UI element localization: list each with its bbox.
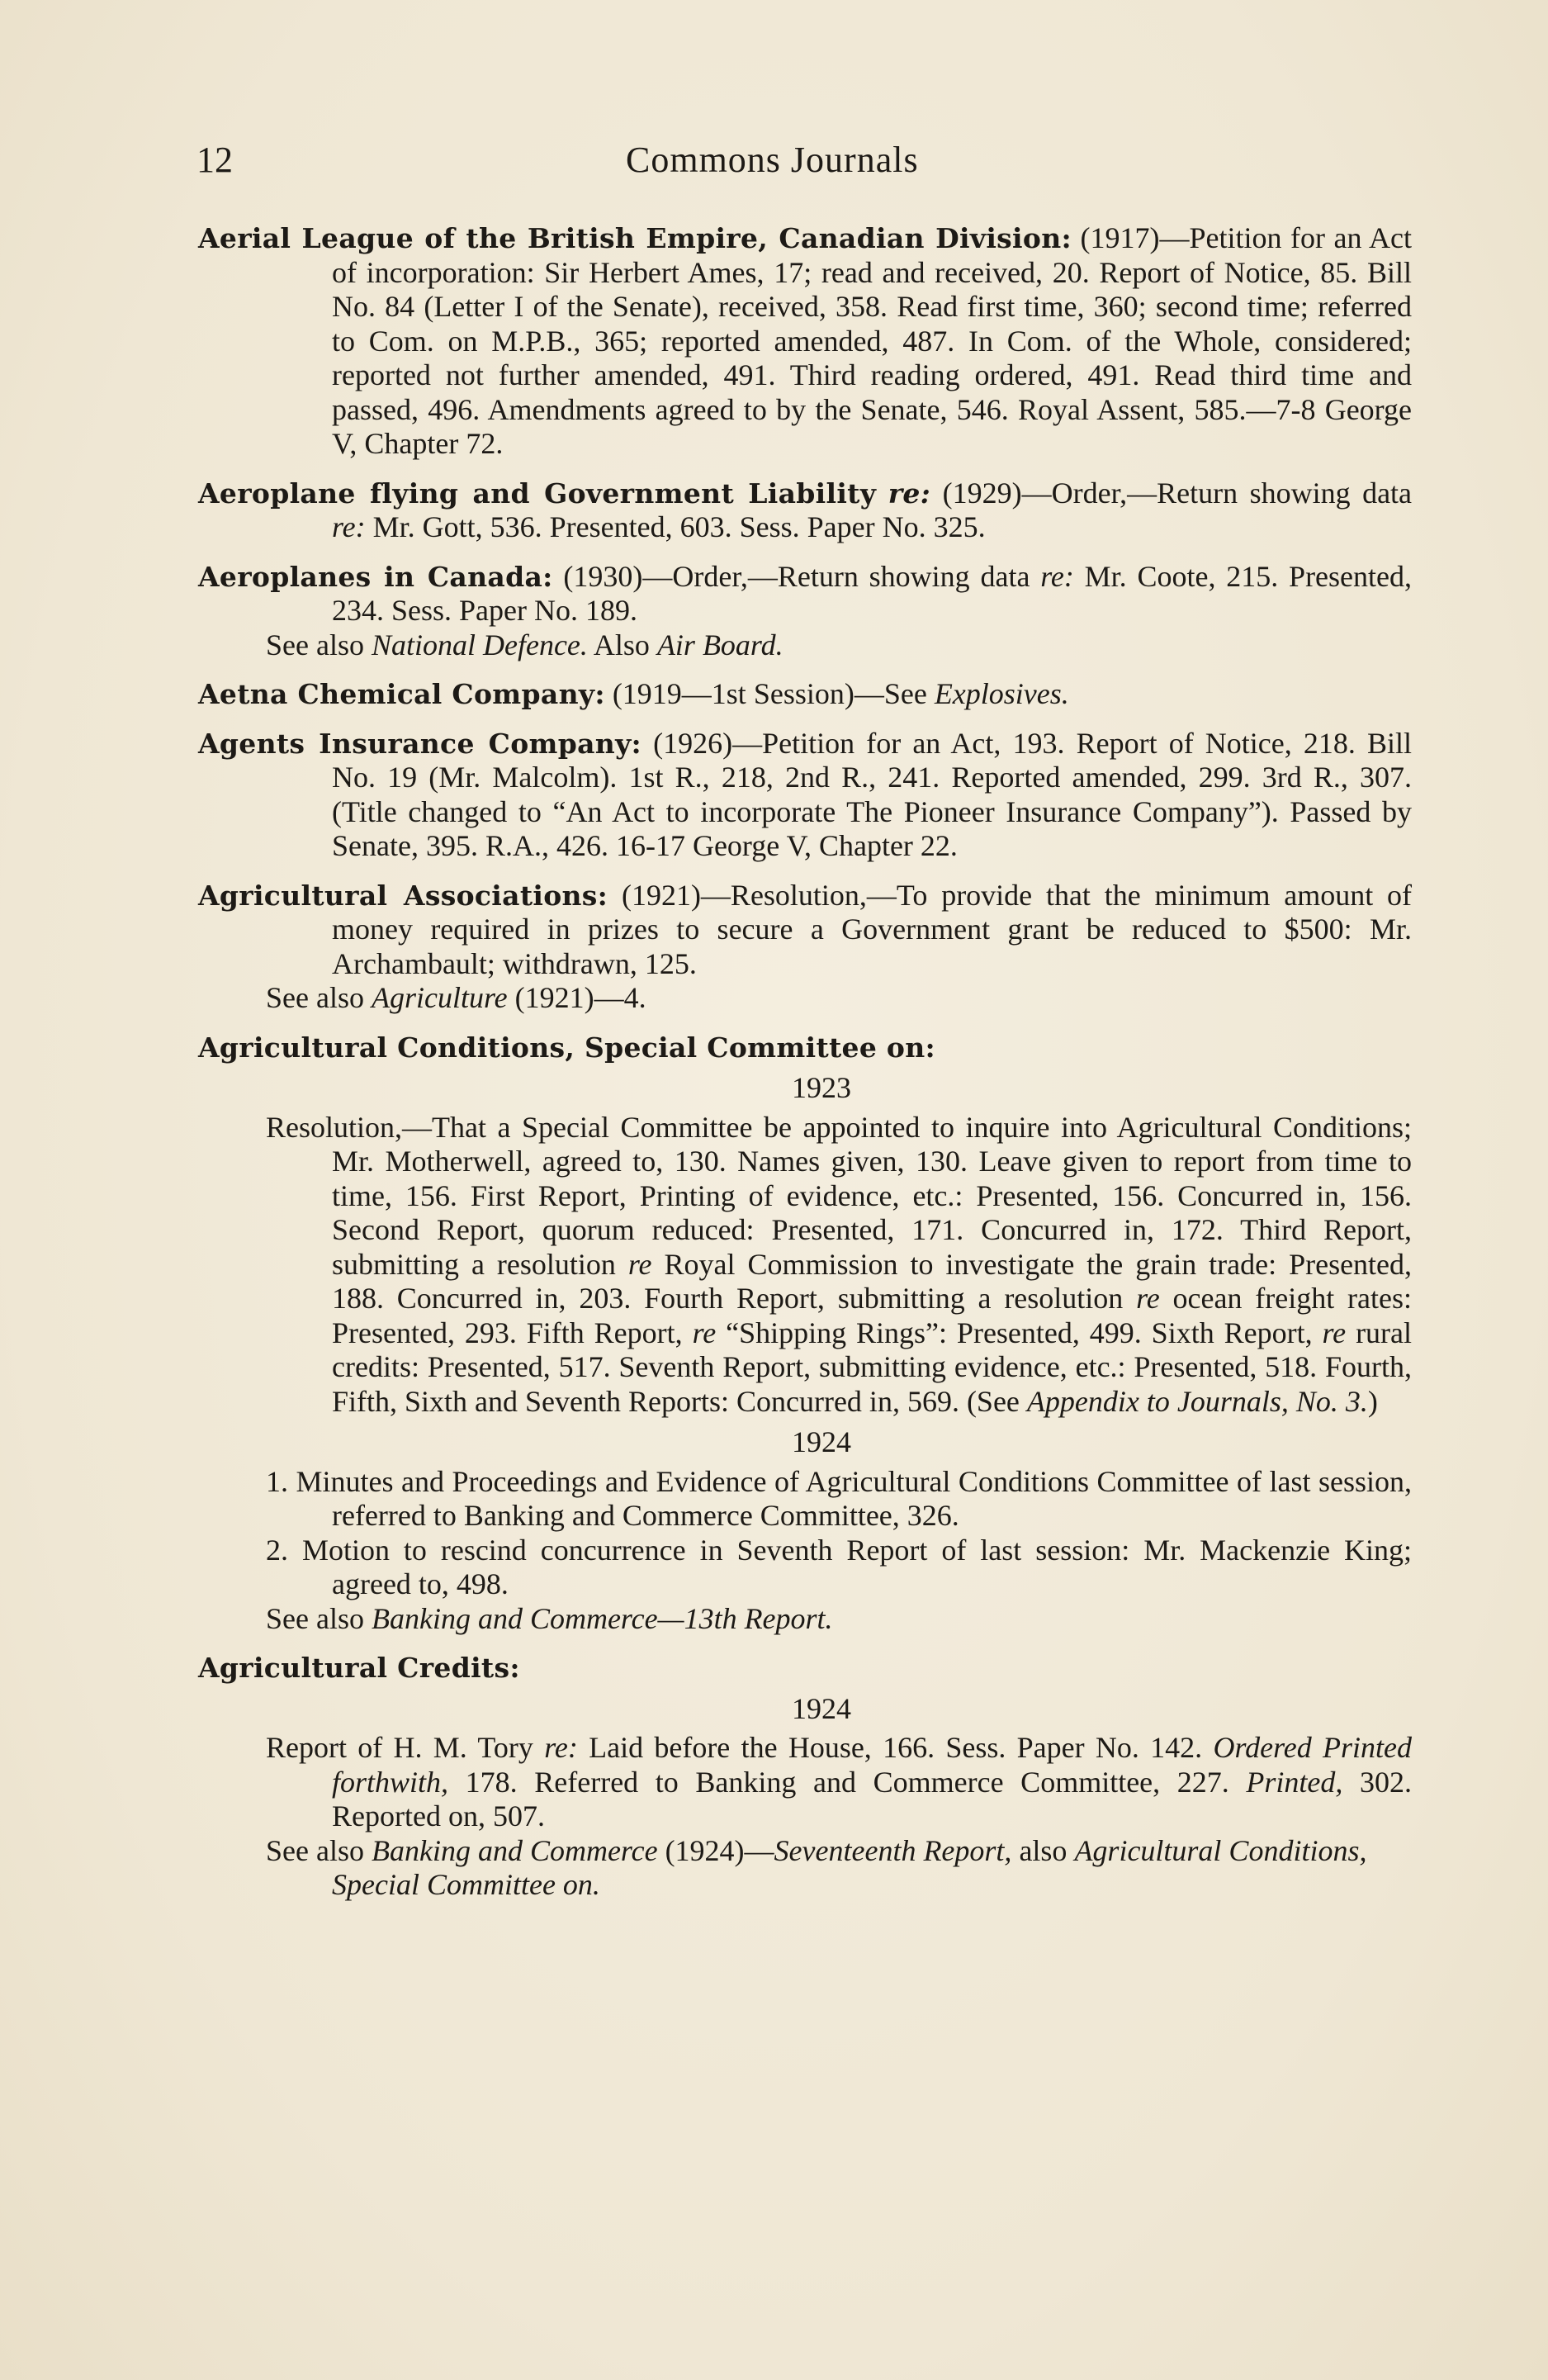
entry-heading: Agents Insurance Company: bbox=[198, 727, 642, 760]
entry-body: (1917)—Petition for an Act of incorporation: Sir Herbert Ames, 17; read and received, 20. Report of Notice, 85. Bill No. 84 (Letter I of the Senate), received, 358. Read first time, 360; second time; referred to Com. on M.P.B., 365; reported amended, 487. In Com. of the Whole, considered; reported not further amended, 491. Third reading ordered, 491. Read third time and passed, 496. Amendments agreed to by the Senate, 546. Royal Assent, 585.—7-8 George V, Chapter 72. bbox=[332, 221, 1413, 460]
see-also-line bbox=[198, 1602, 1412, 1637]
entry-heading-line bbox=[198, 1031, 1412, 1065]
see-also-label: See also bbox=[266, 1833, 364, 1867]
see-also-connector: also bbox=[1019, 1833, 1068, 1867]
entry-aetna-chemical bbox=[198, 677, 1412, 712]
see-also-label: See also bbox=[266, 1601, 364, 1635]
entry-body: ocean freight rates: Presented, 293. Fifth Report, bbox=[332, 1282, 1412, 1349]
see-also-label: See also bbox=[266, 981, 364, 1014]
year-subheading: 1924 bbox=[792, 1425, 851, 1458]
see-also-label: See also bbox=[266, 628, 364, 661]
cross-reference: Agriculture bbox=[371, 981, 508, 1014]
cross-reference: Banking and Commerce bbox=[371, 1833, 658, 1867]
re-italic: re: bbox=[1040, 559, 1074, 593]
cross-reference: Banking and Commerce—13th Report. bbox=[371, 1601, 833, 1635]
entry-text bbox=[198, 727, 1412, 864]
cross-reference: Explosives. bbox=[934, 677, 1069, 710]
numbered-item: 2. Motion to rescind concurrence in Seventh Report of last session: Mr. Mackenzie King; agreed to, 498. bbox=[266, 1533, 1412, 1600]
running-title: Commons Journals bbox=[626, 140, 919, 180]
see-also-connector: Also bbox=[593, 628, 650, 661]
re-italic: re: bbox=[332, 510, 366, 543]
entry-body: Resolution,—That a Special Committee be appointed to inquire into Agricultural Conditions; Mr. Motherwell, agreed to, 130. Names given, 130. Leave given to report from time to time, 156. First Report, Printing of evidence, etc.: Presented, 156. Concurred in, 156. Second Report, quorum reduced: Presented, 171. Concurred in, 172. Third Report, submitting a resolution bbox=[266, 1110, 1412, 1281]
cross-reference: Appendix to Journals, No. 3. bbox=[1026, 1384, 1368, 1418]
page-number: 12 bbox=[196, 140, 233, 180]
entry-body: 302. Reported on, 507. bbox=[332, 1765, 1413, 1832]
cross-reference: Seventeenth Report, bbox=[774, 1833, 1012, 1867]
entry-body: rural credits: Presented, 517. Seventh Report, submitting evidence, etc.: Presented, 518. Fourth, Fifth, Sixth and Seventh Reports: Concurred in, 569. (See bbox=[332, 1316, 1413, 1418]
entry-body: 178. Referred to Banking and Commerce Committee, 227. bbox=[465, 1765, 1229, 1799]
entry-body: Royal Commission to investigate the grain trade: Presented, 188. Concurred in, 203. Fourth Report, submitting a resolution bbox=[332, 1247, 1413, 1315]
entry-text bbox=[198, 879, 1412, 982]
entry-heading: Aeroplanes in Canada: bbox=[198, 560, 553, 593]
entry-agents-insurance bbox=[198, 727, 1412, 864]
see-also-tail: (1921)—4. bbox=[514, 981, 646, 1014]
entry-body: ) bbox=[1367, 1384, 1378, 1418]
entry-heading: Agricultural Associations: bbox=[198, 879, 608, 912]
entry-heading: Aetna Chemical Company: bbox=[198, 678, 605, 710]
page-header bbox=[196, 139, 1369, 188]
entry-body: Mr. Coote, 215. Presented, 234. Sess. Paper No. 189. bbox=[332, 559, 1413, 627]
re-italic: re bbox=[1136, 1282, 1160, 1315]
see-also-line bbox=[198, 628, 1412, 663]
cross-reference: Agricultural Conditions, Special Committee on. bbox=[332, 1833, 1367, 1901]
re-italic: re bbox=[1322, 1316, 1347, 1349]
year-text bbox=[198, 1111, 1412, 1420]
entry-heading: Agricultural Conditions, Special Committee on: bbox=[198, 1031, 936, 1064]
entry-heading-line bbox=[198, 1651, 1412, 1685]
entry-body: (1926)—Petition for an Act, 193. Report of Notice, 218. Bill No. 19 (Mr. Malcolm). 1st R., 218, 2nd R., 241. Reported amended, 299. 3rd R., 307. (Title changed to “An Act to incorporate The Pioneer Insurance Company”). Passed by Senate, 395. R.A., 426. 16-17 George V, Chapter 22. bbox=[332, 726, 1412, 862]
entry-heading-re: re: bbox=[888, 476, 931, 510]
entry-body: (1929)—Order,—Return showing data bbox=[942, 476, 1413, 510]
re-italic: re: bbox=[544, 1731, 578, 1764]
year-subheading: 1923 bbox=[792, 1071, 851, 1104]
entry-agricultural-credits bbox=[198, 1651, 1412, 1903]
entry-aeroplanes-canada bbox=[198, 560, 1412, 663]
entry-heading: Aeroplane flying and Government Liability bbox=[198, 476, 877, 510]
year-subheading: 1924 bbox=[792, 1691, 851, 1725]
see-also-line bbox=[198, 981, 1412, 1016]
entry-agricultural-conditions bbox=[198, 1031, 1412, 1637]
cross-reference: National Defence. bbox=[371, 628, 588, 661]
year-text bbox=[198, 1731, 1412, 1834]
entry-body: “Shipping Rings”: Presented, 499. Sixth Report, bbox=[726, 1316, 1313, 1349]
entry-heading: Aerial League of the British Empire, Canadian Division: bbox=[198, 222, 1072, 254]
entry-text bbox=[198, 476, 1412, 545]
italic-note: Ordered Printed forthwith, bbox=[332, 1731, 1413, 1799]
entry-aerial-league bbox=[198, 221, 1412, 462]
entry-body: Report of H. M. Tory bbox=[266, 1731, 533, 1764]
entry-aeroplane-flying bbox=[198, 476, 1412, 545]
index-content bbox=[198, 221, 1412, 1918]
entry-heading: Agricultural Credits: bbox=[198, 1652, 520, 1684]
entry-text bbox=[198, 677, 1412, 712]
see-also-connector: (1924)— bbox=[665, 1833, 774, 1867]
entry-agricultural-associations bbox=[198, 879, 1412, 1016]
re-italic: re bbox=[627, 1247, 652, 1281]
entry-body: (1921)—Resolution,—To provide that the minimum amount of money required in prizes to secure a Government grant be reduced to $500: Mr. Archambault; withdrawn, 125. bbox=[332, 878, 1412, 980]
italic-note: Printed, bbox=[1246, 1765, 1343, 1799]
entry-body: (1930)—Order,—Return showing data bbox=[563, 559, 1030, 593]
see-also-line bbox=[198, 1834, 1412, 1903]
entry-text bbox=[198, 221, 1412, 462]
cross-reference: Air Board. bbox=[656, 628, 783, 661]
numbered-item: 1. Minutes and Proceedings and Evidence of Agricultural Conditions Committee of last session, referred to Banking and Commerce Committee, 326. bbox=[266, 1464, 1412, 1532]
entry-text bbox=[198, 560, 1412, 628]
entry-body: (1919—1st Session)—See bbox=[612, 677, 927, 710]
re-italic: re bbox=[692, 1316, 717, 1349]
entry-body: Laid before the House, 166. Sess. Paper No. 142. bbox=[589, 1731, 1203, 1764]
entry-body: Mr. Gott, 536. Presented, 603. Sess. Paper No. 325. bbox=[372, 510, 986, 543]
